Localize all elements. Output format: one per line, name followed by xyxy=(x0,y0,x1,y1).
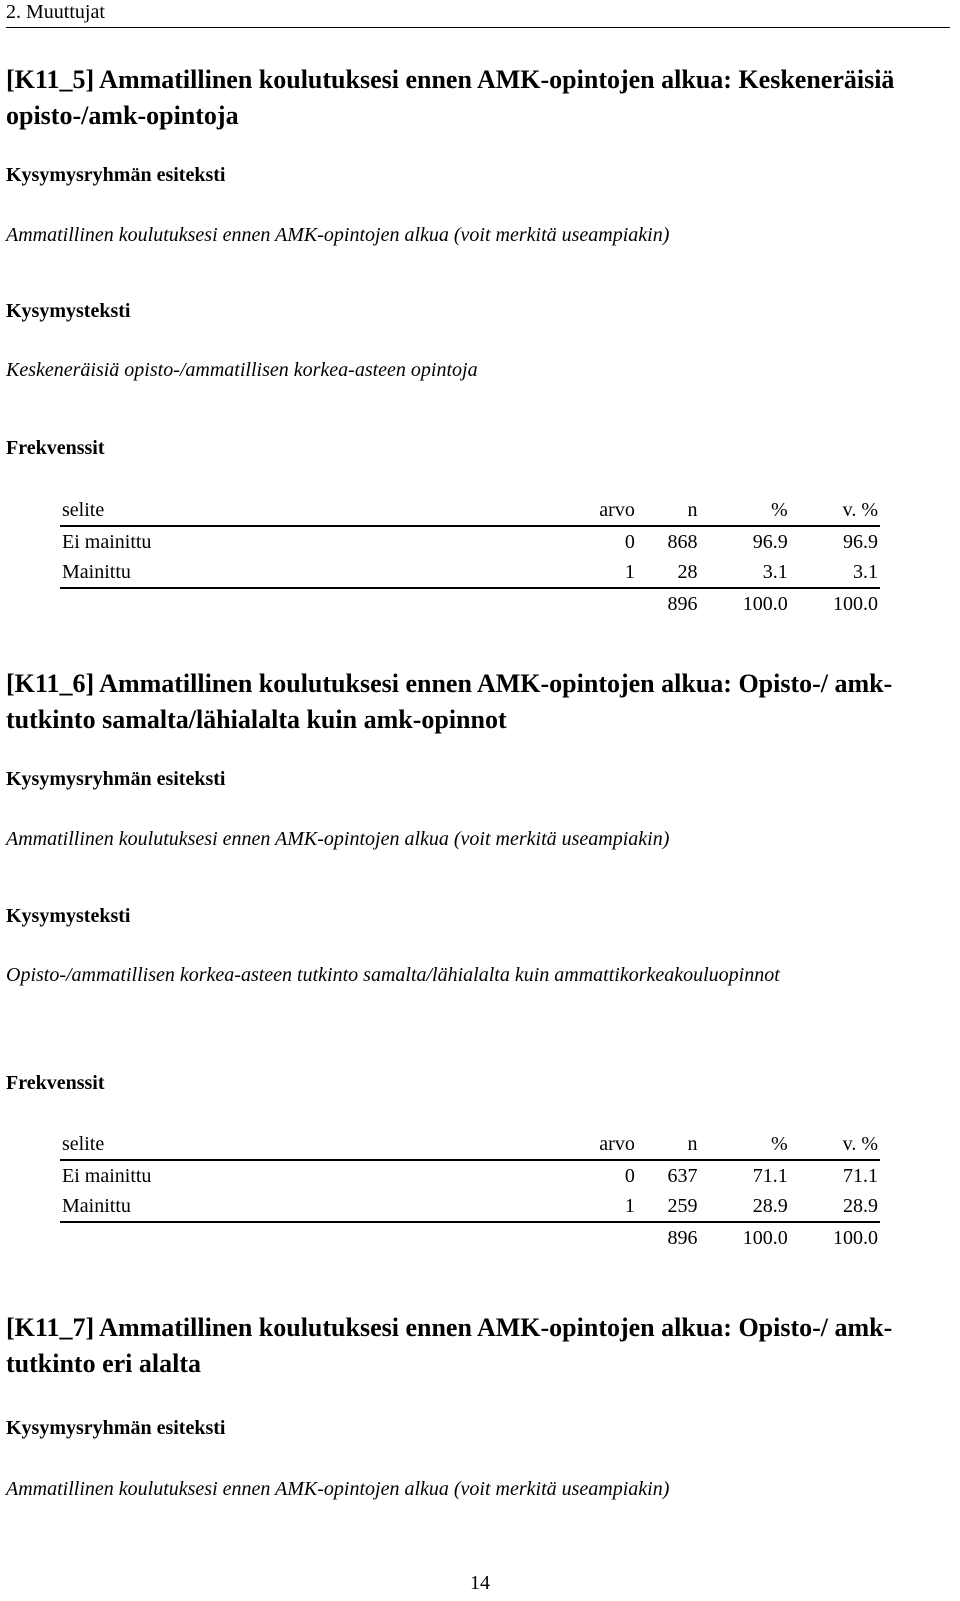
row-value: 1 xyxy=(564,1191,637,1222)
section-title-k11-7: [K11_7] Ammatillinen koulutuksesi ennen AMK-opintojen alkua: Opisto-/ amk-tutkinto eri alalta xyxy=(6,1313,893,1378)
table-row xyxy=(60,1160,880,1191)
row-valid-pct: 71.1 xyxy=(843,1165,878,1187)
group-text-k11-7: Ammatillinen koulutuksesi ennen AMK-opintojen alkua (voit merkitä useampiakin) xyxy=(6,1478,670,1500)
group-text-k11-6: Ammatillinen koulutuksesi ennen AMK-opintojen alkua (voit merkitä useampiakin) xyxy=(6,828,670,850)
question-text-k11-6: Opisto-/ammatillisen korkea-asteen tutkinto samalta/lähialalta kuin ammattikorkeakouluopinnot xyxy=(6,964,780,986)
frequency-table-k11-6 xyxy=(60,1129,880,1253)
col-valid-pct-header: v. % xyxy=(790,1129,880,1160)
col-value-header: arvo xyxy=(564,1129,637,1160)
freq-heading-k11-5: Frekvenssit xyxy=(6,437,105,459)
total-valid-pct: 100.0 xyxy=(833,593,878,615)
row-n: 259 xyxy=(637,1191,700,1222)
total-pct: 100.0 xyxy=(742,1227,788,1249)
table-row xyxy=(60,1191,880,1222)
group-text-k11-5: Ammatillinen koulutuksesi ennen AMK-opintojen alkua (voit merkitä useampiakin) xyxy=(6,224,670,246)
running-header: 2. Muuttujat xyxy=(6,0,950,28)
page-number: 14 xyxy=(470,1572,490,1594)
row-valid-pct: 28.9 xyxy=(790,1191,880,1222)
row-n: 637 xyxy=(667,1165,698,1187)
row-valid-pct: 96.9 xyxy=(843,531,878,553)
section-title-k11-5: [K11_5] Ammatillinen koulutuksesi ennen AMK-opintojen alkua: Keskeneräisiä opisto-/amk-opintoja xyxy=(6,65,895,130)
table-total-row xyxy=(60,1222,880,1253)
freq-heading-k11-6: Frekvenssit xyxy=(6,1072,105,1094)
row-n: 28 xyxy=(637,557,700,588)
total-valid-pct: 100.0 xyxy=(833,1227,878,1249)
group-heading-k11-7: Kysymysryhmän esiteksti xyxy=(6,1417,226,1439)
row-pct: 28.9 xyxy=(699,1191,789,1222)
group-heading-k11-5: Kysymysryhmän esiteksti xyxy=(6,164,226,186)
row-n: 868 xyxy=(667,531,698,553)
row-valid-pct: 3.1 xyxy=(790,557,880,588)
frequency-table-k11-5 xyxy=(60,495,880,619)
col-pct-header: % xyxy=(699,495,789,526)
section-title-k11-6: [K11_6] Ammatillinen koulutuksesi ennen AMK-opintojen alkua: Opisto-/ amk-tutkinto samalta/lähialalta kuin amk-opinnot xyxy=(6,669,893,734)
row-label: Mainittu xyxy=(60,1191,564,1222)
col-n-header: n xyxy=(637,495,700,526)
group-heading-k11-6: Kysymysryhmän esiteksti xyxy=(6,768,226,790)
question-heading-k11-6: Kysymysteksti xyxy=(6,905,131,927)
total-pct: 100.0 xyxy=(742,593,788,615)
table-total-row xyxy=(60,588,880,619)
table-header-row xyxy=(60,1129,880,1160)
total-n: 896 xyxy=(667,1227,698,1249)
row-value: 1 xyxy=(564,557,637,588)
col-pct-header: % xyxy=(699,1129,789,1160)
row-label: Ei mainittu xyxy=(62,1165,152,1187)
table-row xyxy=(60,557,880,588)
row-pct: 71.1 xyxy=(752,1165,788,1187)
col-label-header: selite xyxy=(60,1129,564,1160)
row-value: 0 xyxy=(624,531,635,553)
table-header-row xyxy=(60,495,880,526)
row-label: Mainittu xyxy=(60,557,564,588)
total-n: 896 xyxy=(667,593,698,615)
row-label: Ei mainittu xyxy=(62,531,152,553)
row-pct: 96.9 xyxy=(752,531,788,553)
question-text-k11-5: Keskeneräisiä opisto-/ammatillisen korkea-asteen opintoja xyxy=(6,359,478,381)
row-value: 0 xyxy=(624,1165,635,1187)
row-pct: 3.1 xyxy=(699,557,789,588)
col-value-header: arvo xyxy=(564,495,637,526)
question-heading-k11-5: Kysymysteksti xyxy=(6,300,131,322)
table-row xyxy=(60,526,880,557)
col-label-header: selite xyxy=(60,495,564,526)
col-n-header: n xyxy=(637,1129,700,1160)
col-valid-pct-header: v. % xyxy=(790,495,880,526)
